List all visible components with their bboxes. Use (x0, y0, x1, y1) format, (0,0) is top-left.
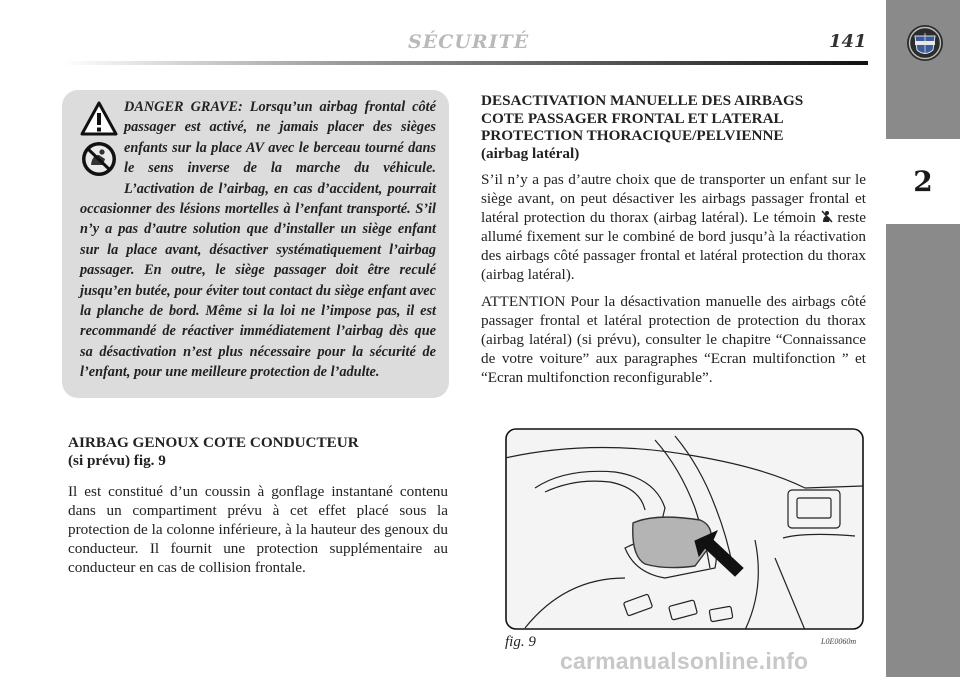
chapter-number: 2 (913, 165, 933, 198)
knee-airbag-paragraph: Il est constitué d’un coussin à gonflage instantané contenu dans un compartiment prévu à cet effet placé sous la protection de la colonne inférieure, à la hauteur des genoux du conducteur. Il fournit une protection supplémentaire au conducteur en cas de collision frontale. (68, 483, 448, 576)
deactivation-heading (481, 92, 866, 162)
danger-paragraph: DANGER GRAVE: Lorsqu’un airbag frontal côté passager est activé, ne jamais placer des sièges enfants sur la place AV avec le berceau tourné dans le sens inverse de la marche du véhicule. L’activation de l’airbag, en cas d’accident, pourrait occasionner des lésions mortelles à l’enfant transporté. S’il n’y a pas d’autre solution que d’installer un siège enfant sur la place avant, désactiver systématiquement l’airbag passager. En outre, le siège passager doit être reculé jusqu’en butée, pour éviter tout contact du siège enfant avec la planche de bord. Même si la loi ne l’impose pas, il est recommandé de réactiver immédiatement l’airbag dès que sa désactivation n’est plus nécessaire pour la sécurité de l’enfant, pour une meilleure protection de l’adulte. (80, 99, 436, 381)
figure-code: L0E0060m (821, 637, 857, 646)
section-title: SÉCURITÉ (408, 31, 530, 53)
knee-airbag-heading-line1: AIRBAG GENOUX COTE CONDUCTEUR (68, 434, 359, 451)
knee-airbag-heading (68, 434, 448, 469)
header-rule (62, 61, 868, 65)
knee-airbag-heading-line2: (si prévu) fig. 9 (68, 451, 166, 469)
deactivation-heading-line4: (airbag latéral) (481, 144, 580, 162)
deactivation-paragraph-1: S’il n’y a pas d’autre choix que de transporter un enfant sur le siège avant, on peut désactiver les airbags passager frontal et latéral protection du thorax (airbag latéral). Le témoin reste allumé fixement sur le combiné de bord jusqu’à la réactivation des airbags côté passager frontal et latéral protection du thorax (airbag latéral). (481, 171, 867, 283)
deactivation-paragraph-2: ATTENTION Pour la désactivation manuelle des airbags côté passager frontal et latéral protection de protection du thorax (airbag latéral) (si prévu), consulter le chapitre “Connaissance de votre voiture” aux paragraphes “Ecran multifonction ” et “Ecran multifonction reconfigurable”. (481, 293, 866, 386)
figure-knee-airbag-illustration (505, 428, 864, 630)
deactivation-heading-line2: COTE PASSAGER FRONTAL ET LATERAL (481, 109, 784, 127)
watermark: carmanualsonline.info (560, 648, 809, 674)
deactivation-heading-line3: PROTECTION THORACIQUE/PELVIENNE (481, 127, 784, 144)
deactivation-heading-line1: DESACTIVATION MANUELLE DES AIRBAGS (481, 92, 804, 109)
danger-text (80, 97, 436, 383)
airbag-off-warning-icon (821, 210, 833, 223)
figure-caption: fig. 9 (505, 634, 536, 650)
page-number: 141 (829, 31, 867, 52)
chapter-sidebar (886, 0, 960, 677)
lancia-logo-icon (906, 24, 944, 62)
